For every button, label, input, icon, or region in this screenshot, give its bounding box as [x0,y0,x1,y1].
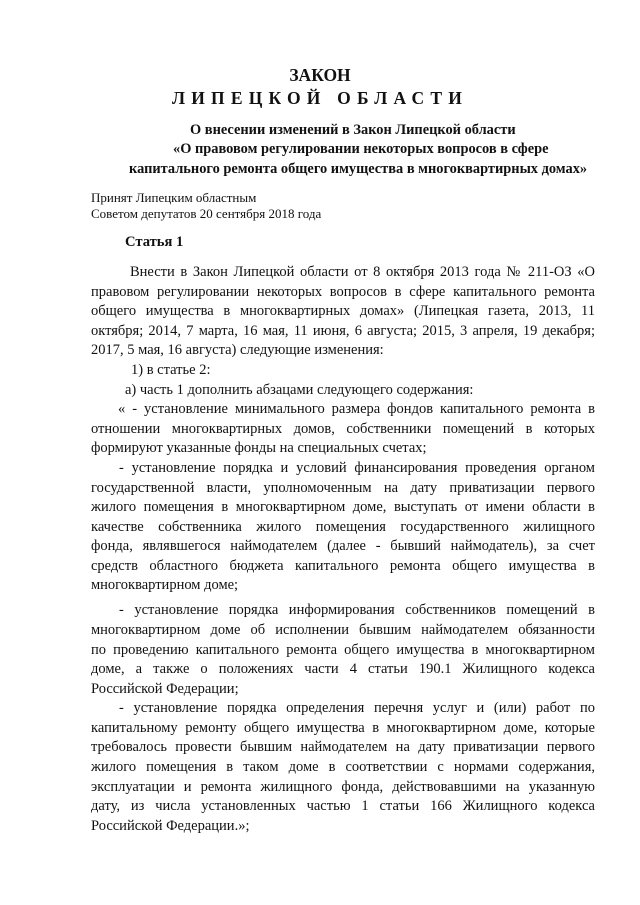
body-line: жилого помещения в многоквартирном доме, выступать от имени области в [91,499,595,515]
body-line: - установление порядка определения перечня услуг и (или) работ по [119,700,595,716]
body-line: общего имущества в многоквартирных домах» (Липецкая газета, 2013, 11 [91,303,595,319]
body-line: октября; 2014, 7 марта, 16 мая, 11 июня, 6 августа; 2015, 3 апреля, 19 декабря; [91,323,595,339]
body-line: капитальному ремонту общего имущества в многоквартирном доме, которые [91,720,595,736]
body-line: формируют указанные фонды на специальных счетах; [91,440,427,456]
subtitle-line: «О правовом регулировании некоторых вопросов в сфере [173,141,549,157]
body-line: многоквартирном доме; [91,577,239,593]
body-line: фонда, являвшегося наймодателем (далее - бывший наймодатель), за счет [91,538,595,554]
body-line: Внести в Закон Липецкой области от 8 октября 2013 года № 211-ОЗ «О [130,264,595,280]
body-line: Российской Федерации; [91,681,239,697]
body-line: а) часть 1 дополнить абзацами следующего содержания: [125,382,474,398]
body-line: жилого помещения в таком доме в соответствии с нормами содержания, [91,759,595,775]
subtitle-line: капитального ремонта общего имущества в многоквартирных домах» [129,161,588,177]
body-line: « - установление минимального размера фондов капитального ремонта в [118,401,595,417]
body-line: государственной власти, уполномоченным на дату приватизации первого [91,480,595,496]
body-line: 1) в статье 2: [131,362,211,378]
body-line: качестве собственника жилого помещения государственного жилищного [91,519,595,535]
subtitle-line: О внесении изменений в Закон Липецкой области [190,122,516,138]
body-line: - установление порядка и условий финансирования проведения органом [119,460,595,476]
law-title: ЗАКОН [289,65,351,85]
body-line: дату, из числа установленных частью 1 статьи 166 Жилищного кодекса [91,798,595,814]
body-line: требовалось провести бывшим наймодателем на дату приватизации первого [91,739,595,755]
body-line: 2017, 5 мая, 16 августа) следующие изменения: [91,342,384,358]
body-line: правовом регулировании некоторых вопросов в сфере капитального ремонта [91,284,595,300]
adopted-line: Советом депутатов 20 сентября 2018 года [91,206,322,221]
region-title: ЛИПЕЦКОЙ ОБЛАСТИ [171,88,469,108]
body-line: доме, а также о положениях части 4 статьи 190.1 Жилищного кодекса [91,661,595,677]
body-line: многоквартирном доме об исполнении бывшим наймодателем обязанности [91,622,595,638]
body-line: эксплуатации и ремонта жилищного фонда, действовавшими на указанную [91,779,595,795]
body-line: отношении многоквартирных домов, собственники помещений в которых [91,421,595,437]
body-line: по проведению капитального ремонта общего имущества в многоквартирном [91,642,595,658]
body-line: Российской Федерации.»; [91,818,250,834]
body-line: средств областного бюджета капитального ремонта общего имущества в [91,558,595,574]
body-line: - установление порядка информирования собственников помещений в [119,602,595,618]
article-heading: Статья 1 [125,234,184,250]
adopted-line: Принят Липецким областным [91,190,257,205]
